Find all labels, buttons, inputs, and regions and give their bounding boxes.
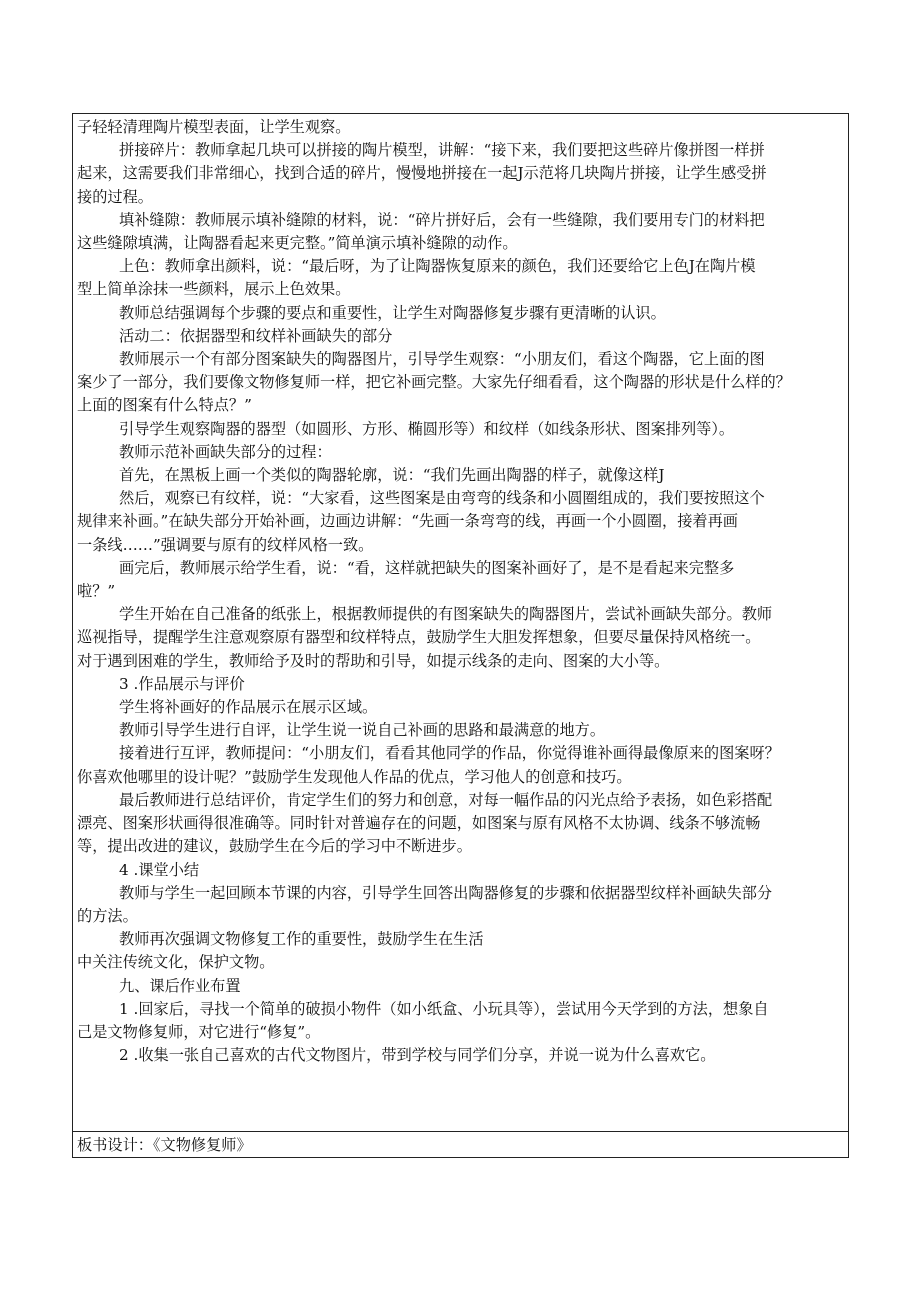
text-line: 起来，这需要我们非常细心，找到合适的碎片，慢慢地拼接在一起J示范将几块陶片拼接，让学生感受拼: [77, 164, 767, 183]
text-line: 画完后，教师展示给学生看，说：“看，这样就把缺失的图案补画好了，是不是看起来完整多: [119, 558, 735, 577]
text-line: 一条线……”强调要与原有的纹样风格一致。: [77, 535, 374, 554]
text-line: 3 .作品展示与评价: [119, 674, 245, 693]
text-line: 引导学生观察陶器的器型（如圆形、方形、椭圆形等）和纹样（如线条形状、图案排列等）。: [119, 419, 735, 438]
text-line: 九、课后作业布置: [119, 976, 241, 995]
blackboard-design-row: [73, 1131, 848, 1157]
text-line: 教师展示一个有部分图案缺失的陶器图片，引导学生观察：“小朋友们，看这个陶器，它上面的图: [119, 350, 765, 369]
text-line: 啦？”: [77, 582, 116, 601]
text-line: 你喜欢他哪里的设计呢？”鼓励学生发现他人作品的优点，学习他人的创意和技巧。: [77, 767, 632, 786]
text-line: 巡视指导，提醒学生注意观察原有器型和纹样特点，鼓励学生大胆发挥想象，但要尽量保持风格统一。: [77, 628, 761, 647]
text-line: 己是文物修复师，对它进行“修复”。: [77, 1022, 321, 1041]
text-line: 教师引导学生进行自评，让学生说一说自己补画的思路和最满意的地方。: [119, 721, 605, 740]
lesson-plan-table: [72, 113, 849, 1158]
text-line: 案少了一部分，我们要像文物修复师一样，把它补画完整。大家先仔细看看，这个陶器的形状是什么样的？: [77, 373, 791, 392]
text-line: 接着进行互评，教师提问：“小朋友们，看看其他同学的作品，你觉得谁补画得最像原来的图案呀？: [119, 744, 780, 763]
text-line: 填补缝隙：教师展示填补缝隙的材料，说：“碎片拼好后，会有一些缝隙，我们要用专门的材料把: [119, 210, 765, 229]
text-line: 教师示范补画缺失部分的过程：: [119, 442, 332, 461]
text-line: 学生开始在自己准备的纸张上，根据教师提供的有图案缺失的陶器图片，尝试补画缺失部分。教师: [119, 605, 773, 624]
lesson-content-cell: [73, 114, 848, 1131]
text-line: 上色：教师拿出颜料，说：“最后呀，为了让陶器恢复原来的颜色，我们还要给它上色J在陶片模: [119, 257, 756, 276]
text-line: 上面的图案有什么特点？”: [77, 396, 252, 415]
text-line: 中关注传统文化，保护文物。: [77, 953, 275, 972]
text-line: 教师与学生一起回顾本节课的内容，引导学生回答出陶器修复的步骤和依据器型纹样补画缺失部分: [119, 883, 773, 902]
text-line: 对于遇到困难的学生，教师给予及时的帮助和引导，如提示线条的走向、图案的大小等。: [77, 651, 670, 670]
text-line: 这些缝隙填满，让陶器看起来更完整。”简单演示填补缝隙的动作。: [77, 234, 518, 253]
text-line: 子轻轻清理陶片模型表面，让学生观察。: [77, 118, 351, 136]
text-line: 教师再次强调文物修复工作的重要性，鼓励学生在生活: [119, 930, 484, 949]
text-line: 等，提出改进的建议，鼓励学生在今后的学习中不断进步。: [77, 837, 472, 856]
text-line: 漂亮、图案形状画得很准确等。同时针对普遍存在的问题，如图案与原有风格不太协调、线条不够流畅: [77, 814, 761, 833]
text-line: 4 .课堂小结: [119, 860, 200, 879]
text-line: 教师总结强调每个步骤的要点和重要性，让学生对陶器修复步骤有更清晰的认识。: [119, 303, 666, 322]
text-line: 规律来补画。”在缺失部分开始补画，边画边讲解：“先画一条弯弯的线，再画一个小圆圈，接着再画: [77, 512, 738, 531]
text-line: 型上简单涂抹一些颜料，展示上色效果。: [77, 280, 351, 299]
blackboard-design-label: 板书设计：《文物修复师》: [77, 1136, 252, 1154]
text-line: 最后教师进行总结评价，肯定学生们的努力和创意，对每一幅作品的闪光点给予表扬，如色彩搭配: [119, 790, 773, 809]
text-line: 1 .回家后，寻找一个简单的破损小物件（如小纸盒、小玩具等），尝试用今天学到的方法，想象自: [119, 999, 769, 1018]
text-line: 学生将补画好的作品展示在展示区域。: [119, 698, 378, 717]
text-line: 活动二：依据器型和纹样补画缺失的部分: [119, 326, 393, 345]
text-line: 拼接碎片：教师拿起几块可以拼接的陶片模型，讲解：“接下来，我们要把这些碎片像拼图一样拼: [119, 141, 765, 160]
text-line: 然后，观察已有纹样，说：“大家看，这些图案是由弯弯的线条和小圆圈组成的，我们要按照这个: [119, 489, 765, 508]
text-line: 首先，在黑板上画一个类似的陶器轮廓，说：“我们先画出陶器的样子，就像这样J: [119, 466, 665, 485]
text-line: 的方法。: [77, 906, 138, 925]
text-line: 接的过程。: [77, 187, 153, 206]
text-line: 2 .收集一张自己喜欢的古代文物图片，带到学校与同学们分享，并说一说为什么喜欢它。: [119, 1046, 716, 1065]
